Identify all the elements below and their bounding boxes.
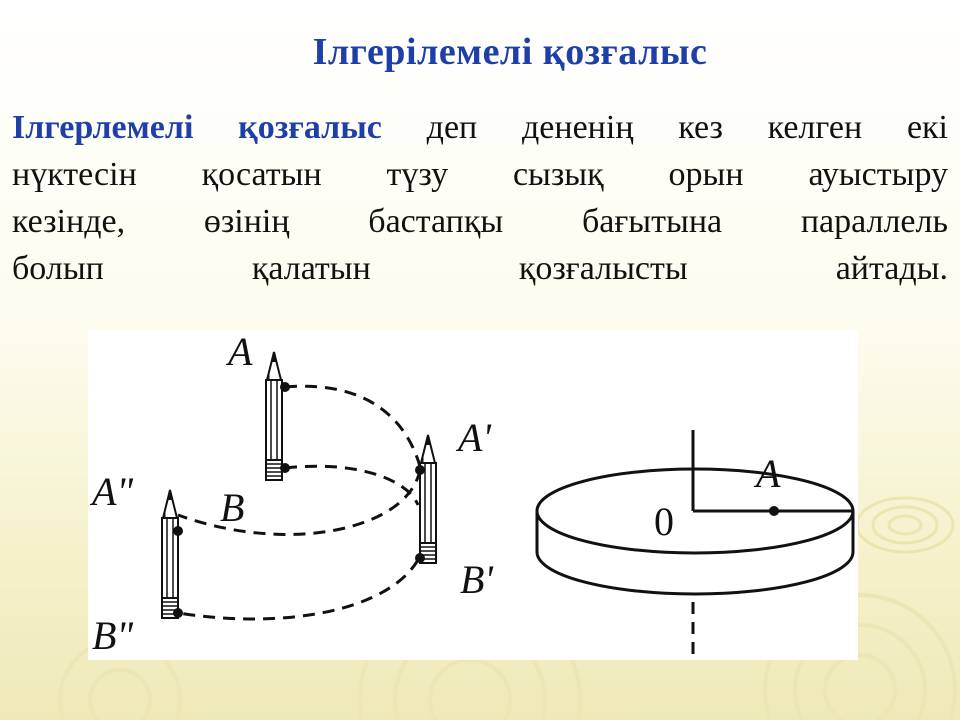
label-B: B [220,485,245,530]
definition-paragraph [12,104,948,292]
point-A2 [173,526,183,536]
point-A1 [415,465,425,475]
pencil-position-2 [420,435,436,563]
paragraph-line-2: нүктесін қосатын түзу сызық орын ауыстыру [12,156,948,193]
paragraph-line-3: кезінде, өзінің бастапқы бағытына параллель [12,203,948,240]
disk-point-A [769,506,779,516]
arc-A1-to-A2 [178,470,420,534]
slide-title: Ілгерілемелі қозғалыс [312,31,708,73]
label-disk-A: A [756,451,781,496]
label-A-double-prime: A" [92,469,134,514]
label-B-prime: B' [460,557,493,602]
paragraph-line-4: болып қалатын қозғалысты айтады. [12,250,948,287]
trajectory-arcs [178,386,421,619]
paragraph-line-1-rest: деп дененің кез келген екі [381,109,949,146]
label-B-double-prime: B" [92,613,134,658]
defined-term: Ілгерлемелі қозғалыс [12,109,382,146]
arc-A-to-A1 [285,386,421,470]
point-A [280,382,290,392]
point-B [280,463,290,473]
label-zero: 0 [654,499,674,544]
pencil-position-3 [162,490,178,618]
point-B1 [415,553,425,563]
arc-B1-to-B2 [178,560,418,619]
translational-motion-figure [88,330,858,660]
arc-B-to-B1 [285,466,418,505]
rotating-disk [537,430,853,660]
label-A: A [228,329,253,374]
paragraph-line-1 [12,104,948,151]
figure-drawing [88,330,858,660]
point-B2 [173,608,183,618]
label-A-prime: A' [458,415,491,460]
pencil-position-1 [266,352,282,480]
